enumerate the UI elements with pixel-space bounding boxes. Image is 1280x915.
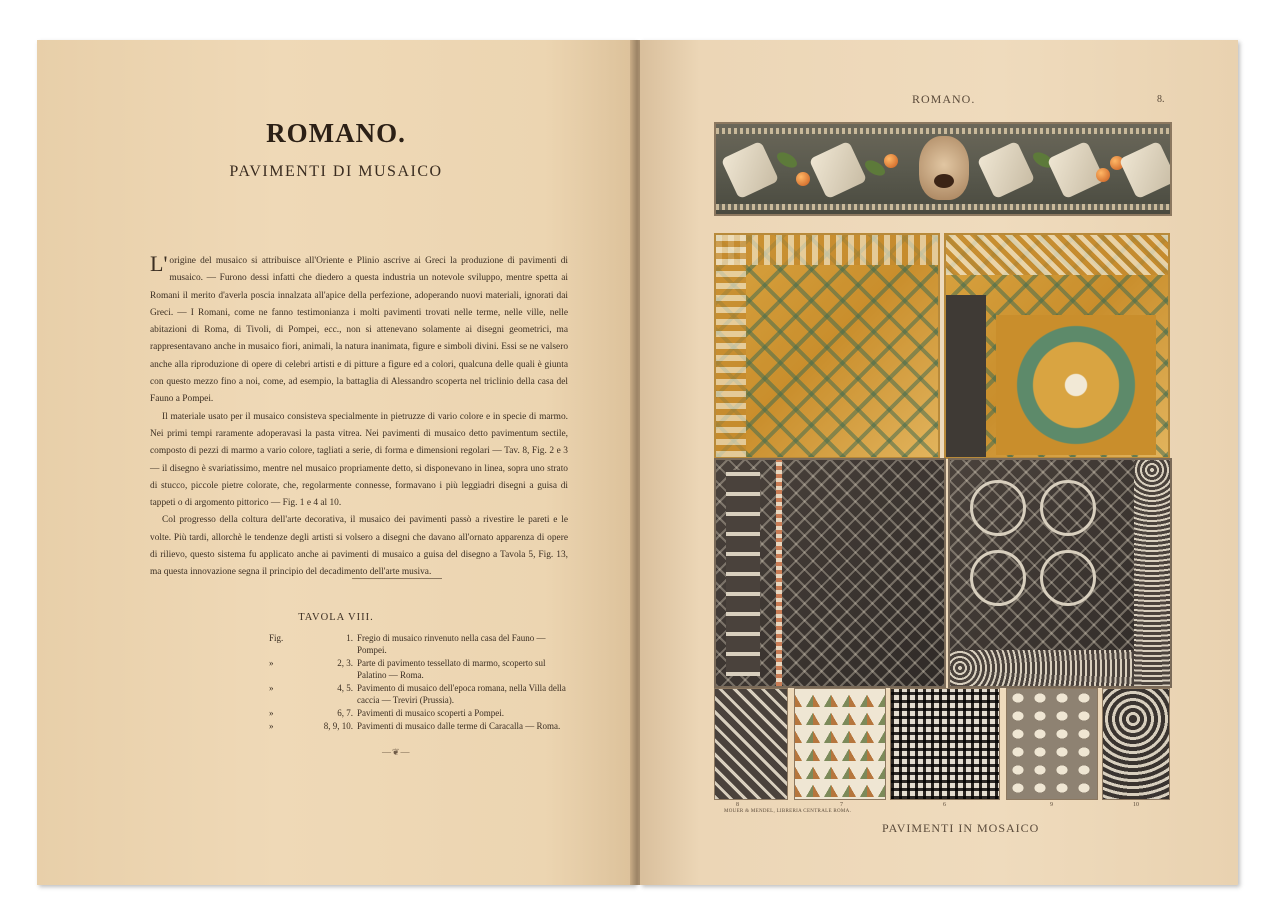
figure-description: Pavimento di musaico dell'epoca romana, nella Villa della caccia — Treviri (Prussia). xyxy=(357,683,566,705)
ribbon-ornament xyxy=(1119,141,1172,199)
paragraph-1-text: origine del musaico si attribuisce all'Oriente e Plinio ascrive ai Greci la produzione di pavimenti di musaico. — Furono dessi infatti che diedero a questa industria un notevole sviluppo, mentre spetta ai Romani il merito d'averla poscia innalzata all'apice della perfezione, adoperando nuovi materiali, ignorati dai Greci. — I Romani, come ne fanno testimonianza i molti pavimenti trovati nelle terme, nelle ville, nelle abitazioni di Roma, di Tivoli, di Pompei, ecc., non si attenevano solamente ai disegni geometrici, ma rappresentavano anche in musaico fiori, animali, la natura inanimata, figure e simboli divini. Essi se ne valsero anche alla riproduzione di opere di celebri artisti e di pitture a figure ed a colori, qualcuna delle quali è giunta con questo mezzo fino a noi, come, ad esempio, la battaglia di Alessandro scoperta nel triclinio della casa del Fauno a Pompei. xyxy=(150,256,568,405)
figure-row xyxy=(269,682,569,706)
figure-label: 10 xyxy=(1133,802,1139,808)
running-header: ROMANO. xyxy=(912,92,976,106)
paragraph-3: Col progresso della coltura dell'arte decorativa, il musaico dei pavimenti passò a rivestire le pareti e le volte. Più tardi, allorchè le tendenze degli artisti si volsero a disegni che davano all'ornato apparenza di opere di rilievo, questo sistema fu applicato anche ai pavimenti di musaico a guisa del disegno a Tavola 5, Fig. 13, ma questa innovazione segna il principio del decadimento dell'arte musiva. xyxy=(150,515,568,578)
border-band xyxy=(716,235,746,457)
figure-list xyxy=(269,632,569,733)
border-band xyxy=(776,460,782,686)
mosaic-panel-4 xyxy=(714,458,946,688)
circle-motif xyxy=(1040,480,1096,536)
plate-caption: PAVIMENTI IN MOSAICO xyxy=(882,821,1040,835)
figure-label: 6 xyxy=(943,802,946,808)
paragraph-1 xyxy=(150,253,568,409)
fruit-ornament xyxy=(1096,168,1110,182)
page-number: 8. xyxy=(1157,94,1165,105)
figure-key: » xyxy=(269,683,274,693)
paragraph-2: Il materiale usato per il musaico consisteva specialmente in pietruzze di vario colore e in specie di marmo. Nei primi tempi raramente adoperavasi la pasta vitrea. Nei pavimenti di musaico detto pavimentum sectile, composto di pezzi di marmo a vario colore, tagliati a serie, di forma e dimensioni regolari — Tav. 8, Fig. 2 e 3 — il disegno è svariatissimo, mentre nel musaico propriamente detto, si disponevano in linea, sopra uno strato di stucco, piccole pietre colorate, che, regolarmente connesse, formavano i più leggiadri disegni a guisa di tappeti o di argomento pittorico — Fig. 1 e 4 al 10. xyxy=(150,411,568,509)
figure-number: 8, 9, 10. xyxy=(323,721,353,731)
mosaic-tile-6 xyxy=(890,688,1000,800)
border-band xyxy=(946,235,1168,275)
fruit-ornament xyxy=(796,172,810,186)
ribbon-ornament xyxy=(977,141,1035,199)
mosaic-panel-3 xyxy=(944,233,1170,459)
border-band xyxy=(716,235,938,265)
circle-motif xyxy=(970,480,1026,536)
figure-number: 6, 7. xyxy=(337,708,353,718)
ribbon-ornament xyxy=(809,141,867,199)
border-band xyxy=(946,295,986,457)
fruit-ornament xyxy=(884,154,898,168)
body-text xyxy=(150,253,568,582)
figure-key: » xyxy=(269,708,274,718)
circle-motif xyxy=(970,550,1026,606)
border-band xyxy=(726,470,760,676)
printer-credit: MOUER & MENDEL, LIBRERIA CENTRALE ROMA. xyxy=(724,809,852,814)
mosaic-panel-5 xyxy=(948,458,1172,688)
right-page xyxy=(640,40,1238,885)
ornament-divider: —❦— xyxy=(382,747,411,757)
mosaic-tile-7 xyxy=(794,688,886,800)
mosaic-tile-10 xyxy=(1102,688,1170,800)
leaf-ornament xyxy=(774,149,799,170)
figure-key: Fig. xyxy=(269,633,284,643)
mosaic-frieze xyxy=(714,122,1172,216)
left-page xyxy=(37,40,635,885)
mosaic-tile-8 xyxy=(714,688,788,800)
figure-key: » xyxy=(269,721,274,731)
star-motif xyxy=(996,315,1156,455)
figure-row xyxy=(269,720,569,732)
mosaic-tile-9 xyxy=(1006,688,1098,800)
figure-description: Pavimenti di musaico scoperti a Pompei. xyxy=(357,708,504,718)
figure-description: Parte di pavimento tessellato di marmo, scoperto sul Palatino — Roma. xyxy=(357,658,546,680)
figure-number: 4, 5. xyxy=(337,683,353,693)
figure-row xyxy=(269,632,569,656)
figure-label: 8 xyxy=(736,802,739,808)
figure-key: » xyxy=(269,658,274,668)
figure-description: Pavimenti di musaico dalle terme di Caracalla — Roma. xyxy=(357,721,561,731)
figure-number: 2, 3. xyxy=(337,658,353,668)
plate-title: TAVOLA VIII. xyxy=(298,612,374,623)
figure-description: Fregio di musaico rinvenuto nella casa del Fauno — Pompei. xyxy=(357,633,546,655)
theatre-mask xyxy=(919,136,969,200)
border-band xyxy=(1134,460,1170,686)
divider xyxy=(352,578,442,579)
ribbon-ornament xyxy=(721,141,779,199)
page-title: ROMANO. xyxy=(266,118,406,148)
circle-motif xyxy=(1040,550,1096,606)
figure-number: 1. xyxy=(346,633,353,643)
dropcap: L' xyxy=(150,251,168,276)
figure-label: 7 xyxy=(840,802,843,808)
mosaic-panel-2 xyxy=(714,233,940,459)
figure-label: 9 xyxy=(1050,802,1053,808)
figure-row xyxy=(269,657,569,681)
page-subtitle: PAVIMENTI DI MUSAICO xyxy=(229,163,443,180)
figure-row xyxy=(269,707,569,719)
